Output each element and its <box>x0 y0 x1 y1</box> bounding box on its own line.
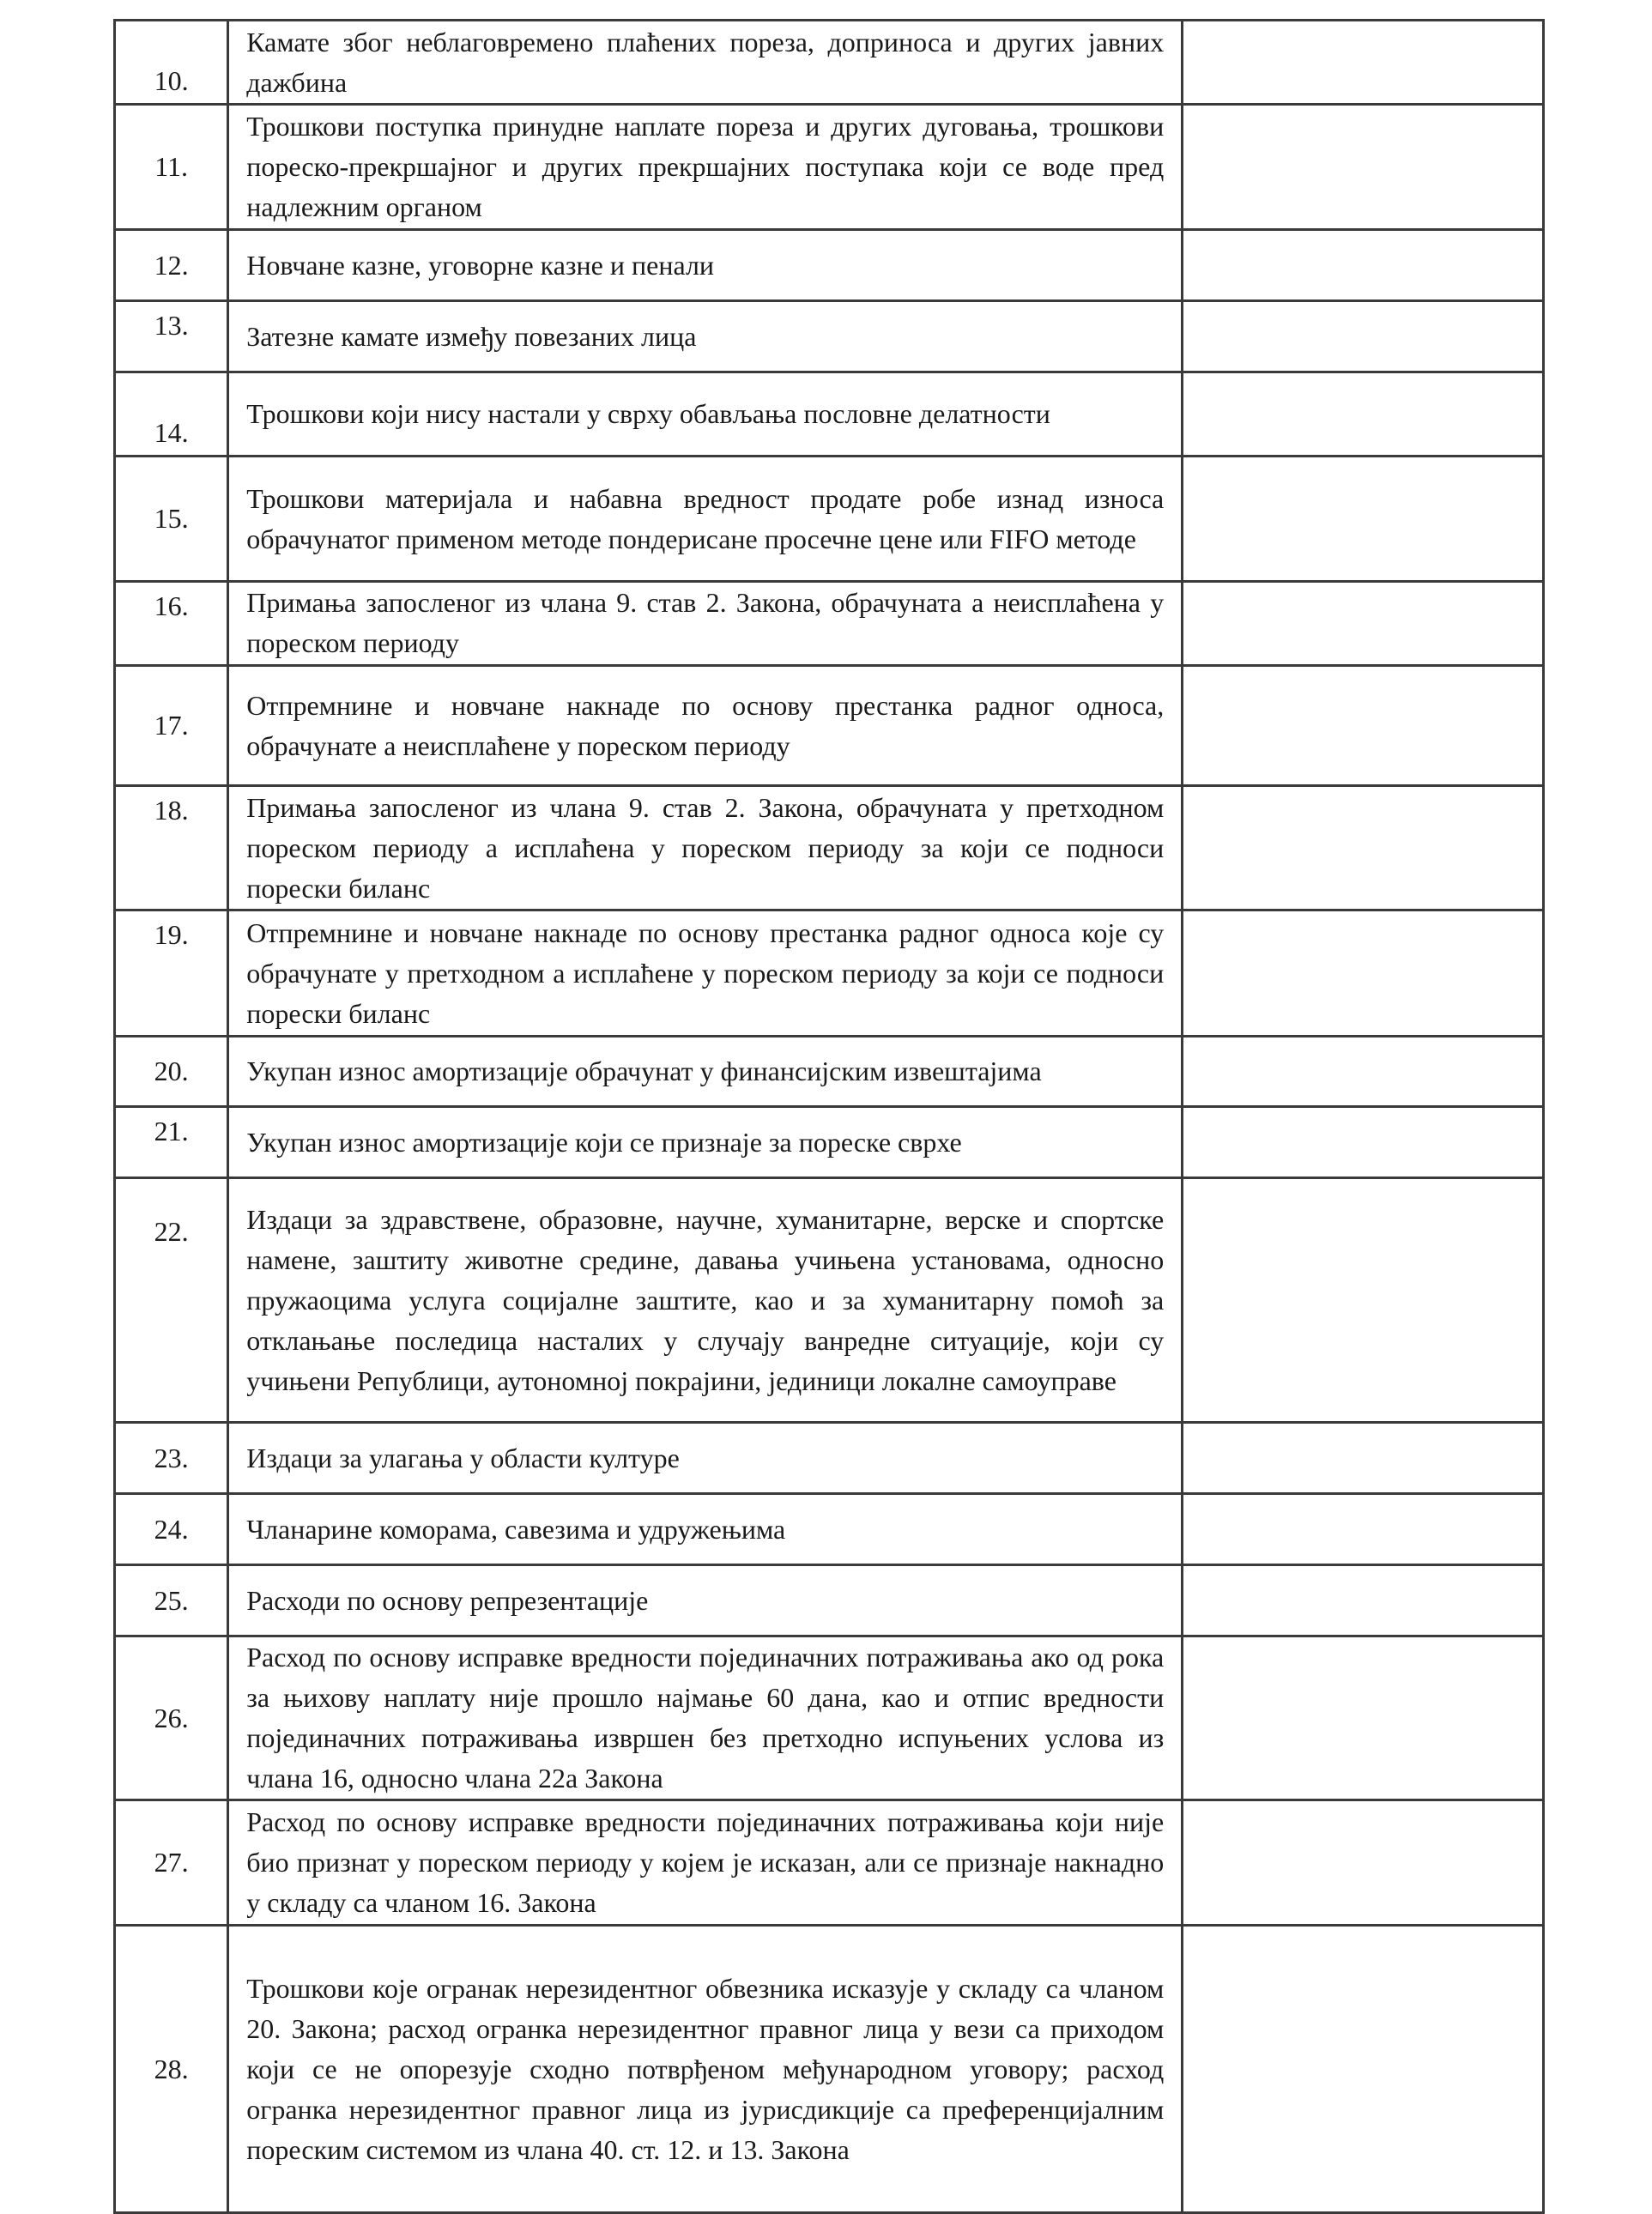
row-amount-field[interactable] <box>1183 1107 1544 1178</box>
table-row <box>115 1107 1544 1178</box>
row-amount-field[interactable] <box>1183 1565 1544 1636</box>
table-row <box>115 1800 1544 1926</box>
row-amount-field[interactable] <box>1183 372 1544 457</box>
table-row <box>115 786 1544 910</box>
row-amount-field[interactable] <box>1183 457 1544 582</box>
row-number: 22. <box>115 1178 228 1423</box>
row-number: 16. <box>115 582 228 666</box>
row-description: Расход по основу исправке вредности појединачних потраживања који није био признат у пореском периоду у којем је исказан, али се признаје накнадно у складу са чланом 16. Закона <box>228 1800 1183 1926</box>
row-number: 23. <box>115 1423 228 1494</box>
row-description: Новчане казне, уговорне казне и пенали <box>228 230 1183 301</box>
row-description: Чланарине коморама, савезима и удружењима <box>228 1494 1183 1565</box>
row-description: Примања запосленог из члана 9. став 2. Закона, обрачуната а неисплаћена у пореском периоду <box>228 582 1183 666</box>
row-number: 10. <box>115 21 228 105</box>
row-number: 27. <box>115 1800 228 1926</box>
row-description: Затезне камате између повезаних лица <box>228 301 1183 372</box>
table-row <box>115 1037 1544 1107</box>
row-description: Трошкови које огранак нерезидентног обвезника исказује у складу са чланом 20. Закона; расход огранка нерезидентног правног лица у вези са приходом који се не опорезује сходно потврђеном међународном уговору; расход огранка нерезидентног правног лица из јурисдикције са преференцијалним пореским системом из члана 40. ст. 12. и 13. Закона <box>228 1926 1183 2213</box>
row-amount-field[interactable] <box>1183 1494 1544 1565</box>
row-amount-field[interactable] <box>1183 105 1544 230</box>
row-description: Камате због неблаговремено плаћених пореза, доприноса и других јавних дажбина <box>228 21 1183 105</box>
row-description: Отпремнине и новчане накнаде по основу престанка радног односа, обрачунате а неисплаћене у пореском периоду <box>228 666 1183 786</box>
row-description: Трошкови који нису настали у сврху обављања пословне делатности <box>228 372 1183 457</box>
row-amount-field[interactable] <box>1183 230 1544 301</box>
tax-balance-table <box>113 19 1545 2214</box>
row-amount-field[interactable] <box>1183 1423 1544 1494</box>
row-number: 11. <box>115 105 228 230</box>
table-row <box>115 1636 1544 1800</box>
row-number: 24. <box>115 1494 228 1565</box>
row-number: 28. <box>115 1926 228 2213</box>
table-row <box>115 105 1544 230</box>
row-number: 19. <box>115 910 228 1037</box>
row-amount-field[interactable] <box>1183 910 1544 1037</box>
row-description: Примања запосленог из члана 9. став 2. Закона, обрачуната у претходном пореском периоду а исплаћена у пореском периоду за који се подноси порески биланс <box>228 786 1183 910</box>
table-row <box>115 582 1544 666</box>
row-amount-field[interactable] <box>1183 582 1544 666</box>
table-row <box>115 1565 1544 1636</box>
row-number: 25. <box>115 1565 228 1636</box>
row-description: Трошкови поступка принудне наплате пореза и других дуговања, трошкови пореско-прекршајног и других прекршајних поступака који се воде пред надлежним органом <box>228 105 1183 230</box>
row-number: 20. <box>115 1037 228 1107</box>
row-description: Укупан износ амортизације обрачунат у финансијским извештајима <box>228 1037 1183 1107</box>
row-amount-field[interactable] <box>1183 1037 1544 1107</box>
table-row <box>115 910 1544 1037</box>
row-description: Расход по основу исправке вредности појединачних потраживања ако од рока за њихову наплату није прошло најмање 60 дана, као и отпис вредности појединачних потраживања извршен без претходно испуњених услова из члана 16, односно члана 22а Закона <box>228 1636 1183 1800</box>
table-row <box>115 457 1544 582</box>
table-row <box>115 1926 1544 2213</box>
row-description: Издаци за улагања у области културе <box>228 1423 1183 1494</box>
row-number: 21. <box>115 1107 228 1178</box>
row-amount-field[interactable] <box>1183 21 1544 105</box>
row-description: Расходи по основу репрезентације <box>228 1565 1183 1636</box>
row-number: 12. <box>115 230 228 301</box>
table-row <box>115 372 1544 457</box>
table-row <box>115 666 1544 786</box>
row-amount-field[interactable] <box>1183 666 1544 786</box>
table-row <box>115 1423 1544 1494</box>
row-amount-field[interactable] <box>1183 301 1544 372</box>
row-description: Укупан износ амортизације који се признаје за пореске сврхе <box>228 1107 1183 1178</box>
row-number: 18. <box>115 786 228 910</box>
table-row <box>115 1178 1544 1423</box>
row-number: 17. <box>115 666 228 786</box>
row-amount-field[interactable] <box>1183 1926 1544 2213</box>
table-row <box>115 301 1544 372</box>
row-number: 26. <box>115 1636 228 1800</box>
row-description: Трошкови материјала и набавна вредност продате робе изнад износа обрачунатог применом методе пондерисане просечне цене или FIFO методе <box>228 457 1183 582</box>
row-number: 13. <box>115 301 228 372</box>
table-row <box>115 230 1544 301</box>
row-amount-field[interactable] <box>1183 1178 1544 1423</box>
table-row <box>115 1494 1544 1565</box>
row-amount-field[interactable] <box>1183 1800 1544 1926</box>
row-description: Отпремнине и новчане накнаде по основу престанка радног односа које су обрачунате у претходном а исплаћене у пореском периоду за који се подноси порески биланс <box>228 910 1183 1037</box>
row-number: 15. <box>115 457 228 582</box>
row-amount-field[interactable] <box>1183 786 1544 910</box>
row-amount-field[interactable] <box>1183 1636 1544 1800</box>
row-number: 14. <box>115 372 228 457</box>
row-description: Издаци за здравствене, образовне, научне, хуманитарне, верске и спортске намене, заштиту животне средине, давања учињена установама, односно пружаоцима услуга социјалне заштите, као и за хуманитарну помоћ за отклањање последица насталих у случају ванредне ситуације, који су учињени Републици, аутономној покрајини, јединици локалне самоуправе <box>228 1178 1183 1423</box>
table-row <box>115 21 1544 105</box>
